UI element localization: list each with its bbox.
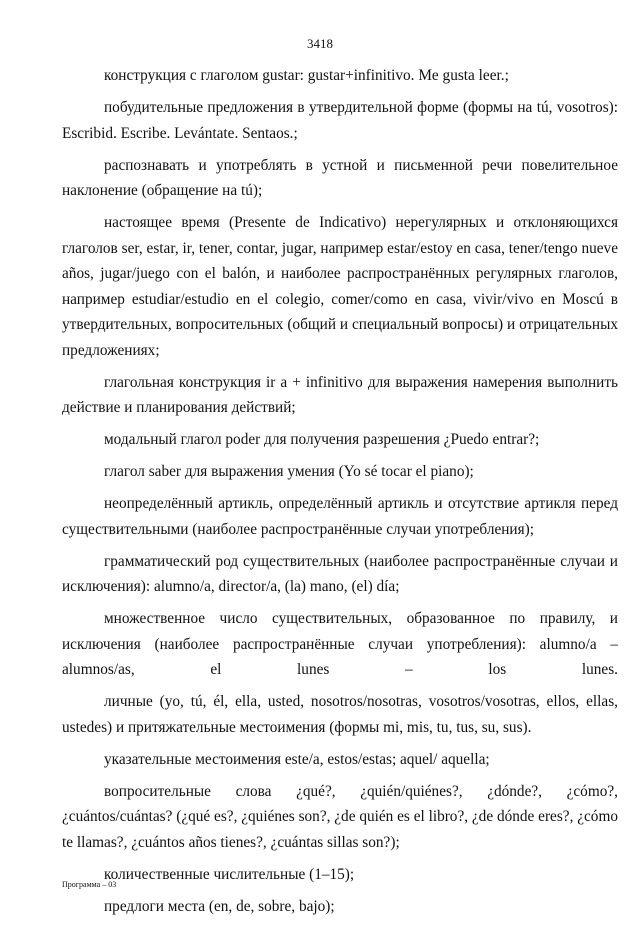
paragraph-gustar-construction: конструкция с глаголом gustar: gustar+infinitivo. Me gusta leer.;	[104, 67, 509, 84]
document-body	[62, 63, 618, 926]
paragraph-noun-gender: грамматический род существительных (наиболее распространённые случаи и исключения): alumno/a, director/a, (la) mano, (el) día;	[62, 552, 618, 595]
paragraph-cardinal-numbers: количественные числительные (1–15);	[104, 865, 355, 883]
footer-label: Программа – 03	[62, 880, 117, 889]
paragraph-imperative-mood: распознавать и употреблять в устной и письменной речи повелительное наклонение (обращение на tú);	[62, 156, 618, 199]
paragraph-imperative-sentences: побудительные предложения в утвердительной форме (формы на tú, vosotros): Escribid. Escribe. Levántate. Sentaos.;	[62, 99, 618, 142]
paragraph-pronouns: личные (yo, tú, él, ella, usted, nosotros/nosotras, vosotros/vosotras, ellos, ellas, ustedes) и притяжательные местоимения (формы mi, mis, tu, tus, su, sus).	[62, 693, 618, 736]
paragraph-present-tense: настоящее время (Presente de Indicativo) нерегулярных и отклоняющихся глаголов ser, estar, ir, tener, contar, jugar, например estar/estoy en casa, tener/tengo nueve años, jugar/juego con el balón, и наиболее распространённых регулярных глаголов, например estudiar/estudio en el colegio, comer/como en casa, vivir/vivo en Moscú в утвердительных, вопросительных (общий и специальный вопросы) и отрицательных предложениях;	[62, 214, 618, 359]
paragraph-verb-saber: глагол saber для выражения умения (Yo sé tocar el piano);	[104, 463, 474, 480]
page-number: 3418	[307, 36, 333, 51]
paragraph-articles: неопределённый артикль, определённый артикль и отсутствие артикля перед существительными (наиболее распространённые случаи употребления);	[62, 495, 618, 538]
paragraph-modal-poder: модальный глагол poder для получения разрешения ¿Puedo entrar?;	[104, 431, 540, 448]
paragraph-ir-a-infinitivo: глагольная конструкция ir a + infinitivo для выражения намерения выполнить действие и планирования действий;	[62, 373, 618, 416]
paragraph-question-words: вопросительные слова ¿qué?, ¿quién/quiénes?, ¿dónde?, ¿cómo?, ¿cuántos/cuántas? (¿qué es?, ¿quiénes son?, ¿de quién es el libro?, ¿de dónde eres?, ¿cómo te llamas?, ¿cuántos años tienes?, ¿cuántas sillas son?);	[62, 782, 618, 851]
paragraph-prepositions: предлоги места (en, de, sobre, bajo);	[104, 897, 335, 915]
paragraph-demonstratives: указательные местоимения este/a, estos/estas; aquel/ aquella;	[104, 750, 490, 768]
paragraph-noun-plural: множественное число существительных, образованное по правилу, и исключения (наиболее распространённые случаи употребления): alumno/a – alumnos/as, el lunes – los lunes.	[62, 610, 618, 678]
